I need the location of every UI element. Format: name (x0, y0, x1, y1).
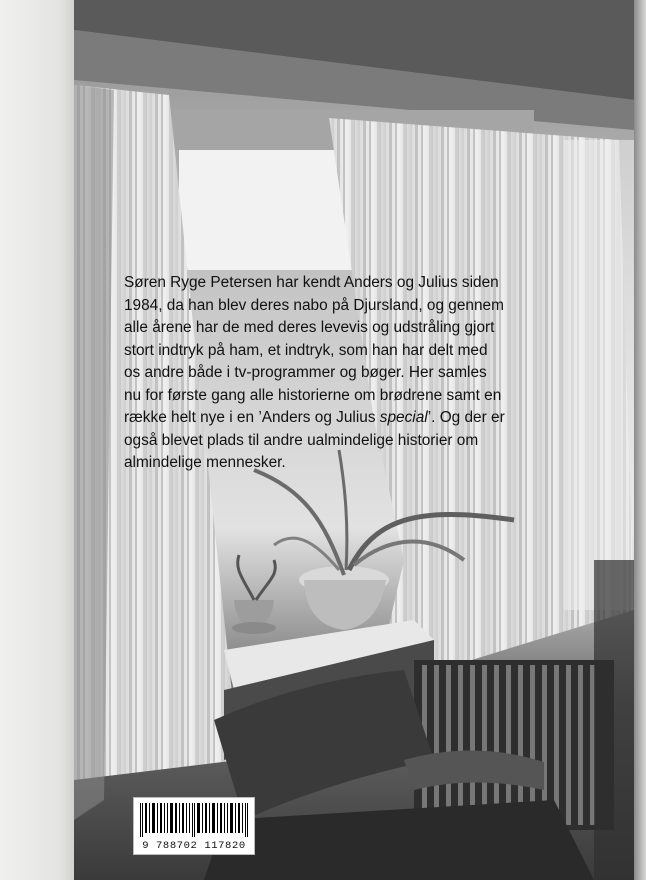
blurb-line: stort indtryk på ham, et indtryk, som han har delt med (124, 341, 488, 359)
blurb-line: almindelige mennesker. (124, 454, 286, 471)
blurb-line-end: ’. Og der er (427, 409, 505, 426)
blurb-line-start: række helt nye i en (124, 409, 259, 426)
blurb-line: 1984, da han blev deres nabo på Djursland, og gennem (124, 296, 504, 314)
blurb-line: alle årene har de med deres levevis og udstråling gjort (124, 319, 495, 336)
blurb-line: nu for første gang alle historierne om brødrene samt en (124, 386, 502, 404)
book-title: Anders og Julius (261, 409, 380, 426)
barcode-bars-icon (140, 803, 250, 837)
page-edge-shadow (634, 0, 646, 880)
cover-edge-strip (0, 0, 74, 880)
blurb-line: også blevet plads til andre ualmindelige historier om (124, 431, 479, 449)
back-cover-blurb (124, 272, 564, 475)
blurb-line: Søren Ryge Petersen har kendt Anders og Julius siden (124, 274, 499, 291)
blurb-line-with-title: række helt nye i en ’Anders og Julius special’. Og der er (124, 409, 505, 426)
book-title-emphasis: special (379, 409, 428, 426)
blurb-line: os andre både i tv-programmer og bøger. Her samles (124, 364, 487, 381)
isbn-barcode (133, 797, 255, 855)
isbn-number: 9 788702 117820 (142, 840, 246, 852)
